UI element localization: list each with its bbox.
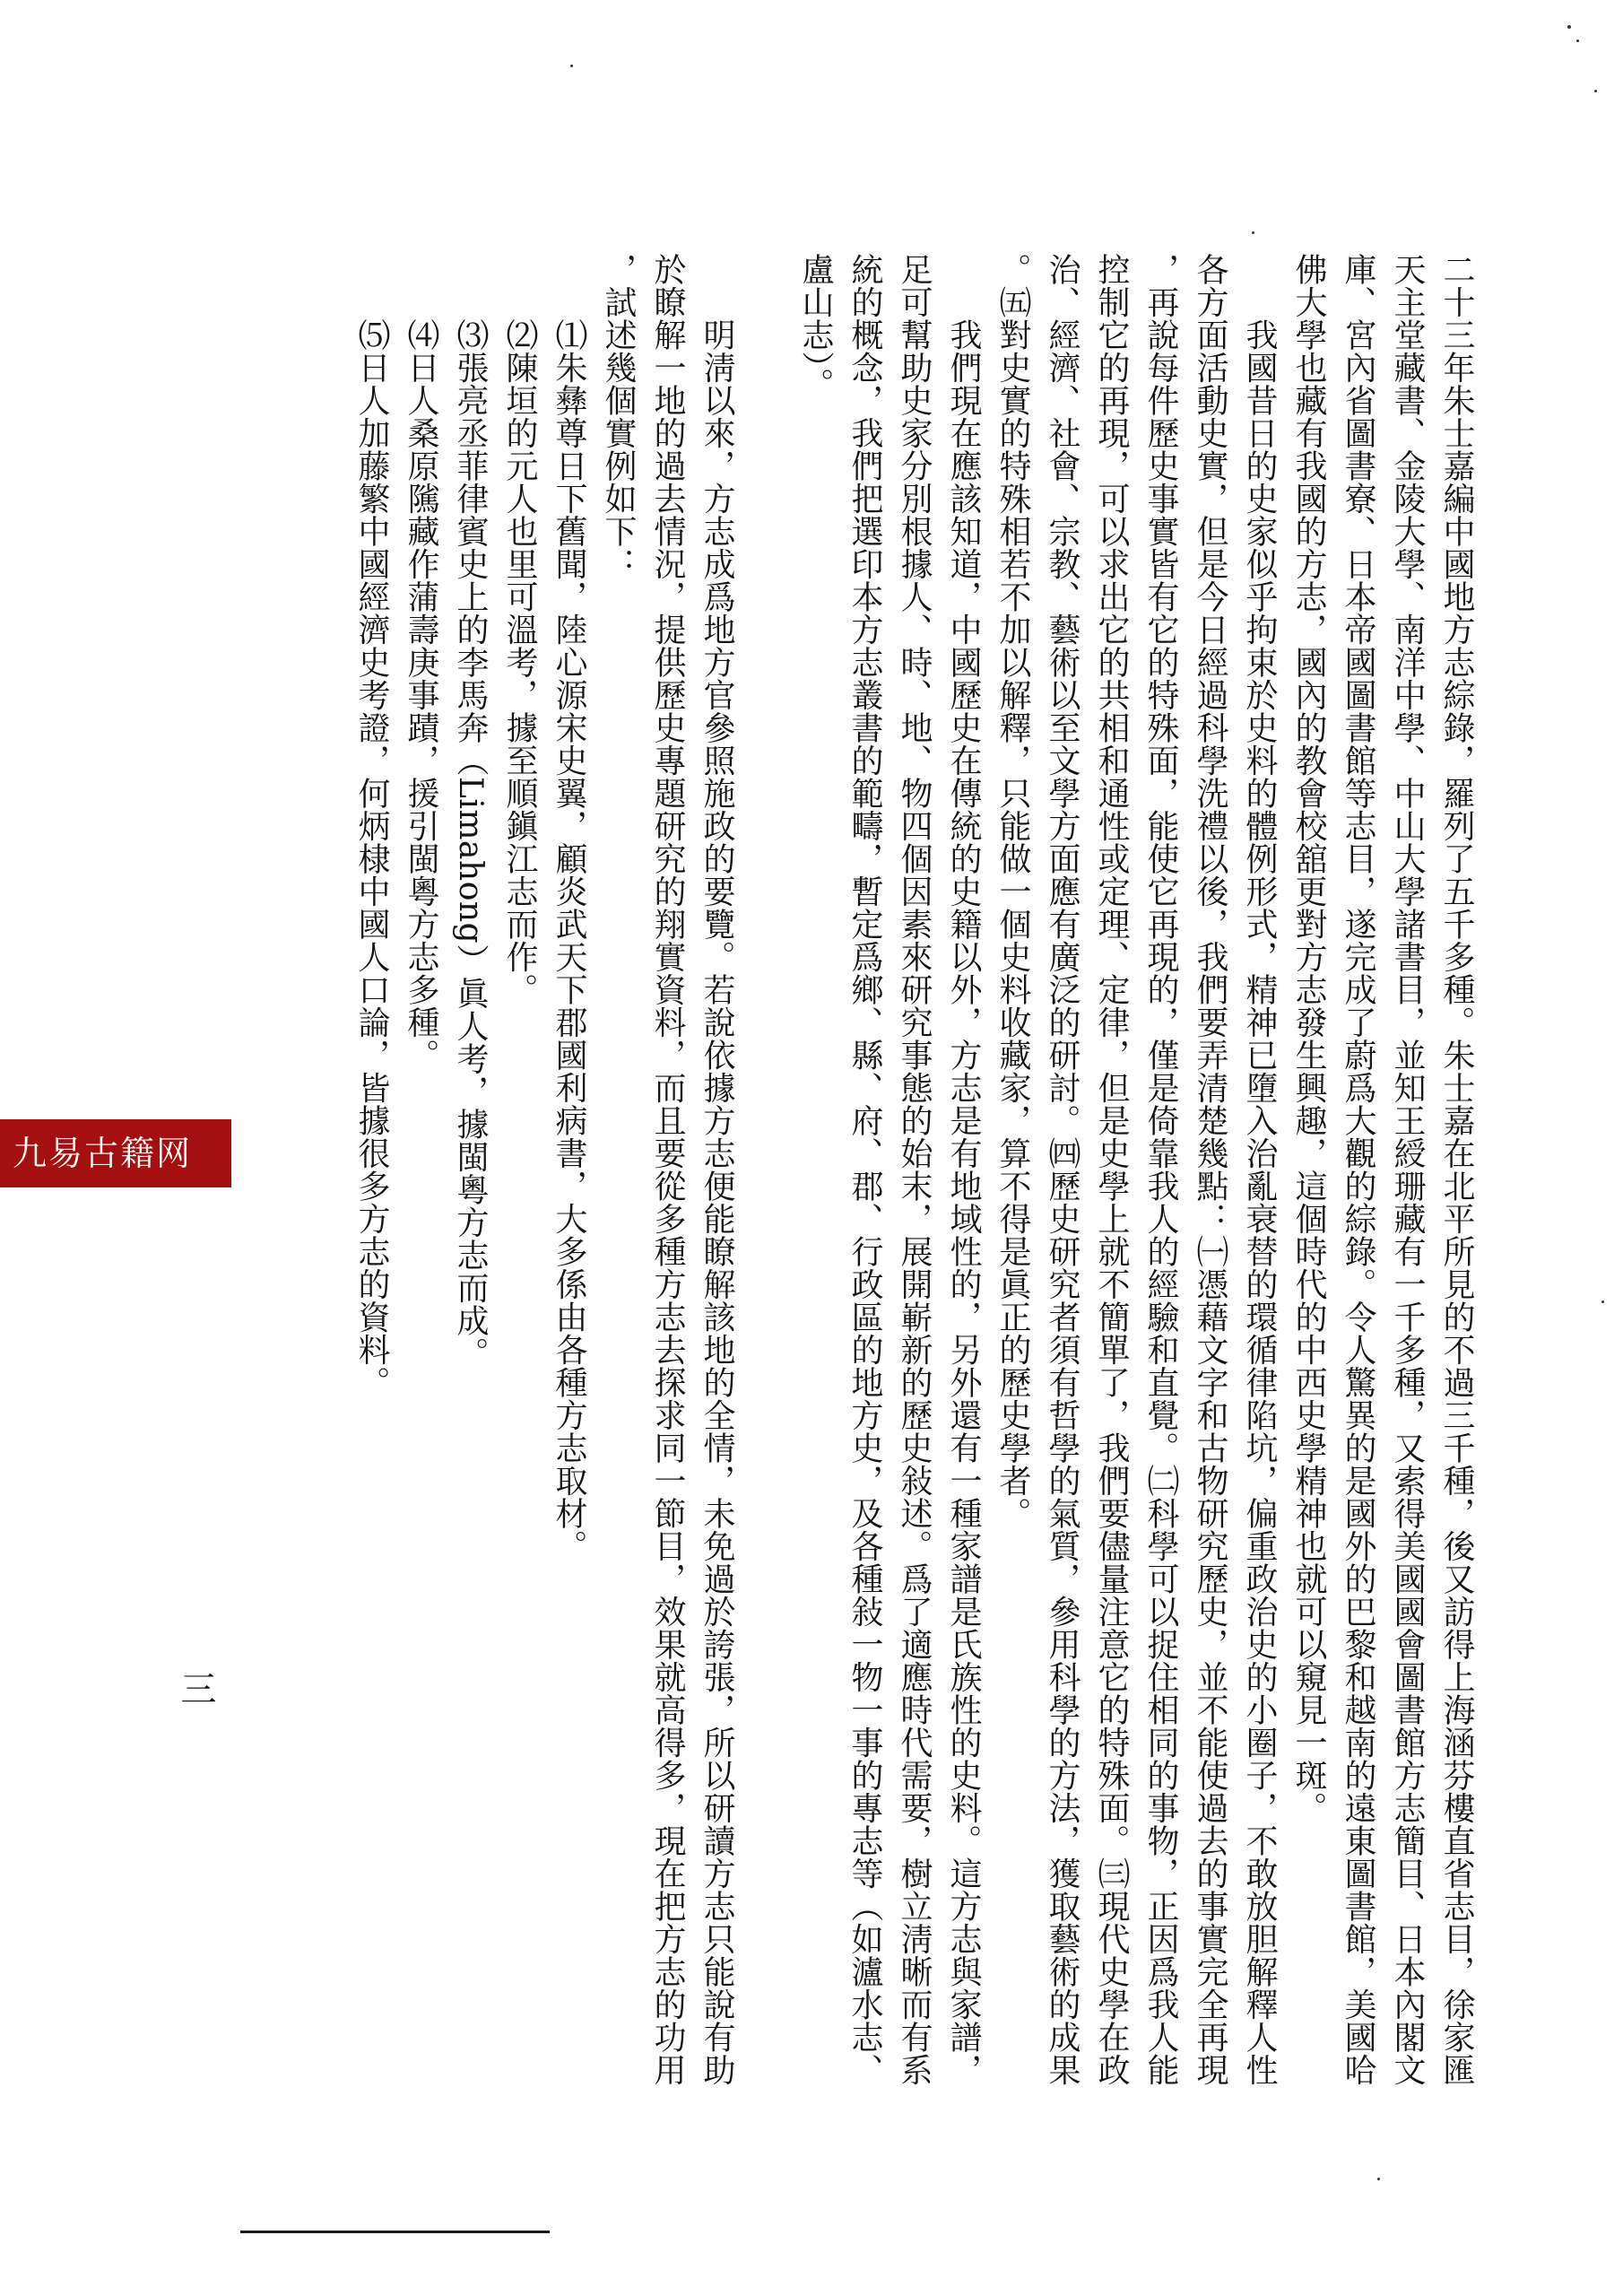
text-column: 。㈤對史實的特殊相若不加以解釋，只能做一個史料收藏家，算不得是眞正的歷史學者。: [994, 253, 1031, 1530]
text-column: ，再說每件歷史事實皆有它的特殊面，能使它再現的，僅是倚靠我人的經驗和直覺。㈡科學可以捉住相同的事物，正因爲我人能: [1142, 253, 1179, 2086]
text-column: 佛大學也藏有我國的方志，國內的教會校舘更對方志發生興趣，這個時代的中西史學精神也就可以窺見一斑。: [1290, 253, 1327, 1824]
footer-rule: [240, 2231, 550, 2233]
text-column: 於瞭解一地的過去情況，提供歷史專題研究的翔實資料，而且要從多種方志去探求同一節目，效果就高得多，現在把方志的功用: [649, 253, 686, 2086]
text-column: ⑸日人加藤繁中國經濟史考證，何炳棣中國人口論，皆據很多方志的資料。: [353, 253, 390, 1399]
text-column: 明淸以來，方志成爲地方官參照施政的要覽。若說依據方志便能瞭解該地的全情，未免過於誇張，所以研讀方志只能說有助: [699, 253, 735, 2086]
scan-speck: [1601, 1300, 1604, 1303]
text-column: 我國昔日的史家似乎拘束於史料的體例形式，精神已墮入治亂衰替的環循律陷坑，偏重政治史的小圈子，不敢放胆解釋人性: [1241, 253, 1278, 2086]
text-column: 各方面活動史實，但是今日經過科學洗禮以後，我們要弄清楚幾點：㈠憑藉文字和古物研究歷史，並不能使過去的事實完全再現: [1192, 253, 1228, 2086]
scan-speck: [1594, 90, 1597, 92]
text-column: 我們現在應該知道，中國歷史在傳統的史籍以外，方志是有地域性的，另外還有一種家譜是氏族性的史料。這方志與家譜，: [945, 253, 982, 2086]
text-column: 二十三年朱士嘉編中國地方志綜錄，羅列了五千多種。朱士嘉在北平所見的不過三千種，後又訪得上海涵芬樓直省志目，徐家匯: [1438, 253, 1475, 2086]
scan-speck: [1576, 39, 1579, 42]
text-column: 統的概念，我們把選印本方志叢書的範疇，暫定爲鄉、縣、府、郡、行政區的地方史，及各種敍一物一事的專志等（如瀘水志、: [846, 253, 883, 2086]
text-column: 天主堂藏書、金陵大學、南洋中學、中山大學諸書目，並知王綬珊藏有一千多種，又索得美國國會圖書館方志簡目、日本內閣文: [1389, 253, 1426, 2086]
scan-speck: [570, 65, 573, 67]
page-number: 三: [175, 1670, 216, 1706]
text-column: 庫、宮內省圖書寮、日本帝國圖書館等志目，遂完成了蔚爲大觀的綜錄。令人驚異的是國外的巴黎和越南的遠東圖書館，美國哈: [1340, 253, 1376, 2086]
text-column: ⑴朱彝尊日下舊聞，陸心源宋史翼，顧炎武天下郡國利病書，大多係由各種方志取材。: [551, 253, 587, 1562]
scan-speck: [1377, 2178, 1380, 2180]
text-column: ⑵陳垣的元人也里可溫考，據至順鎭江志而作。: [501, 253, 538, 1006]
scan-speck: [1252, 231, 1254, 234]
text-column: 足可幫助史家分別根據人、時、地、物四個因素來研究事態的始末，展開嶄新的歷史敍述。爲了適應時代需要，樹立淸晰而有系: [896, 253, 933, 2086]
watermark-logo: 九易古籍网: [0, 1119, 231, 1187]
text-column: 盧山志）。: [797, 253, 834, 401]
text-column: 治、經濟、社會、宗教、藝術以至文學方面應有廣泛的研討。㈣歷史研究者須有哲學的氣質，參用科學的方法，獲取藝術的成果: [1044, 253, 1081, 2086]
text-column: ⑷日人桑原隲藏作蒲壽庚事蹟，援引閩粵方志多種。: [403, 253, 439, 1072]
text-column: ，試述幾個實例如下：: [600, 253, 637, 580]
text-column: 控制它的再現，可以求出它的共相和通性或定理、定律，但是史學上就不簡單了，我們要儘量注意它的特殊面。㈢現代史學在政: [1093, 253, 1130, 2086]
scan-speck: [1567, 25, 1571, 29]
text-column: ⑶張亮丞菲律賓史上的李馬奔（Limahong）眞人考，據閩粵方志而成。: [452, 253, 489, 1370]
